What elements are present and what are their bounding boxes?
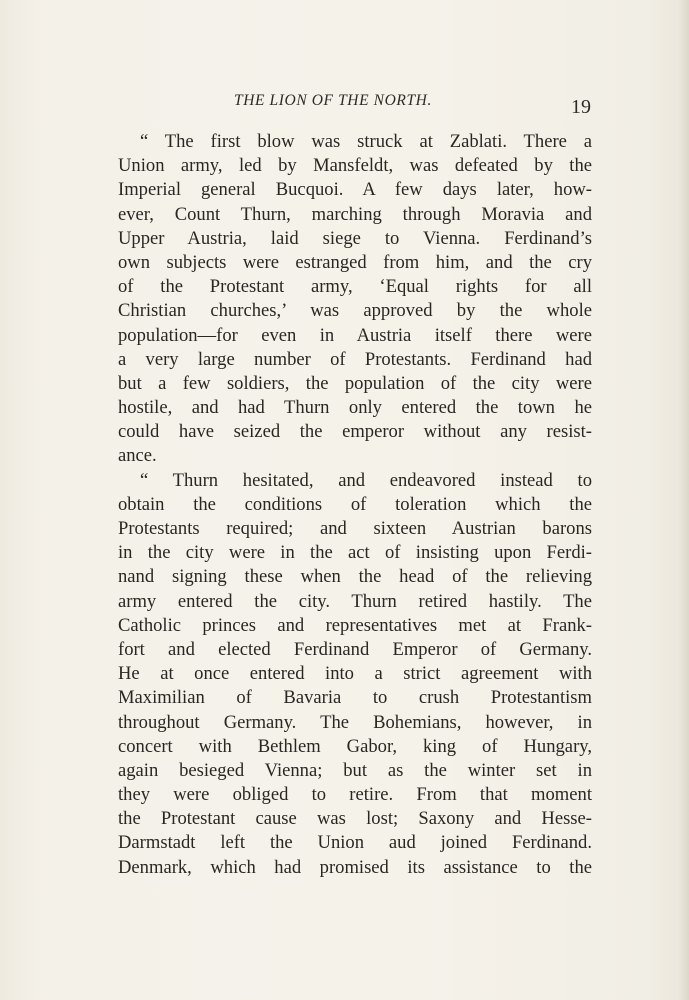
text-line: own subjects were estranged from him, and the cry (118, 251, 592, 273)
text-line: Protestants required; and sixteen Austrian barons (118, 518, 592, 539)
text-line: “ The first blow was struck at Zablati. There a (140, 131, 592, 152)
text-line: population—for even in Austria itself there were (118, 324, 592, 346)
text-line: throughout Germany. The Bohemians, however, in (118, 711, 592, 733)
text-line: He at once entered into a strict agreement with (118, 663, 592, 685)
text-line: could have seized the emperor without any resist- (118, 421, 592, 443)
text-line: Catholic princes and representatives met at Frank- (118, 614, 592, 636)
body-text (118, 130, 592, 880)
text-line: the Protestant cause was lost; Saxony and Hesse- (118, 808, 592, 830)
text-line: hostile, and had Thurn only entered the town he (118, 397, 592, 419)
text-line: Union army, led by Mansfeldt, was defeated by the (118, 155, 592, 177)
page-number: 19 (571, 96, 591, 118)
text-line: in the city were in the act of insisting upon Ferdi- (118, 542, 592, 564)
text-line: Christian churches,’ was approved by the whole (118, 300, 592, 322)
text-line: nand signing these when the head of the relieving (118, 566, 592, 588)
text-line: but a few soldiers, the population of the city were (118, 372, 592, 394)
text-line: Denmark, which had promised its assistance to the (118, 856, 592, 878)
text-line: ever, Count Thurn, marching through Moravia and (118, 203, 592, 225)
text-line: army entered the city. Thurn retired hastily. The (118, 590, 592, 612)
page-header (0, 88, 689, 116)
text-line: fort and elected Ferdinand Emperor of Germany. (118, 638, 592, 660)
text-line: Darmstadt left the Union aud joined Ferdinand. (118, 832, 592, 854)
text-line: Upper Austria, laid siege to Vienna. Ferdinand’s (118, 227, 592, 249)
text-line: they were obliged to retire. From that moment (118, 784, 592, 806)
text-line: “ Thurn hesitated, and endeavored instead to (140, 469, 592, 491)
text-line: of the Protestant army, ‘Equal rights for all (118, 276, 592, 298)
text-line: Imperial general Bucquoi. A few days later, how- (118, 179, 592, 201)
text-line: Maximilian of Bavaria to crush Protestantism (118, 687, 592, 709)
page-edge-shadow (679, 0, 689, 1000)
text-line: ance. (118, 445, 157, 467)
text-line: again besieged Vienna; but as the winter set in (118, 759, 592, 781)
text-line: a very large number of Protestants. Ferdinand had (118, 348, 592, 370)
running-title: THE LION OF THE NORTH. (234, 92, 432, 109)
text-line: obtain the conditions of toleration which the (118, 493, 592, 515)
text-line: concert with Bethlem Gabor, king of Hungary, (118, 735, 592, 757)
